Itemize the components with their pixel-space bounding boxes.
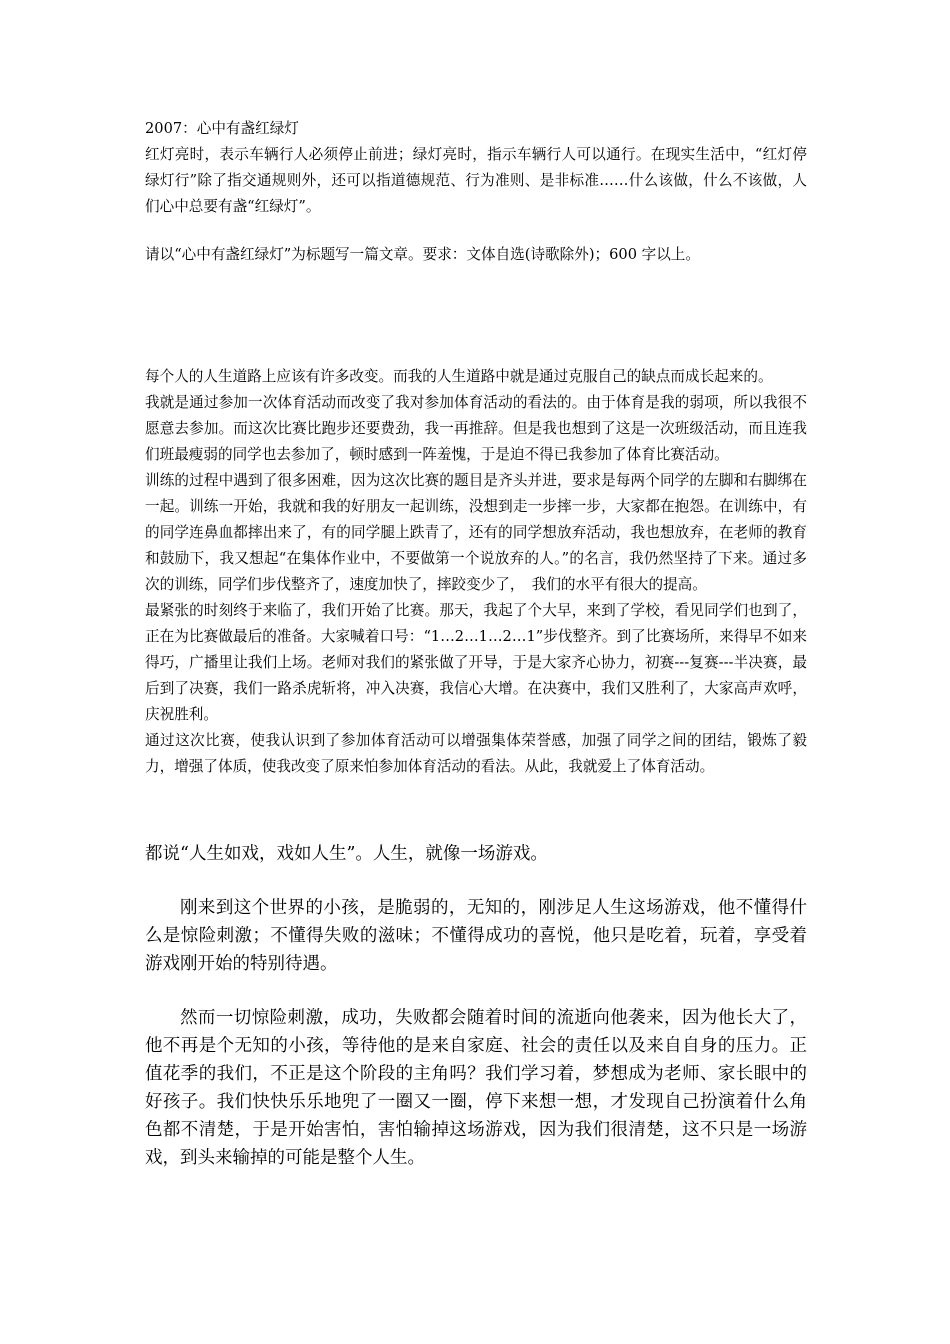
essay-two: [145, 840, 807, 1172]
essay1-paragraph: 训练的过程中遇到了很多困难，因为这次比赛的题目是齐头并进，要求是每两个同学的左脚和右脚绑在一起。训练一开始，我就和我的好朋友一起训练，没想到走一步摔一步，大家都在抱怨。在训练中，有的同学连鼻血都摔出来了，有的同学腿上跌青了，还有的同学想放弃活动，我也想放弃，在老师的教育和鼓励下，我又想起“在集体作业中，不要做第一个说放弃的人。”的名言，我仍然坚持了下来。通过多次的训练，同学们步伐整齐了，速度加快了，摔跤变少了， 我们的水平有很大的提高。: [145, 472, 807, 593]
essay1-paragraph: 通过这次比赛，使我认识到了参加体育活动可以增强集体荣誉感，加强了同学之间的团结，锻炼了毅力，增强了体质，使我改变了原来怕参加体育活动的看法。从此，我就爱上了体育活动。: [145, 732, 807, 775]
prompt-section: [145, 116, 807, 268]
essay1-paragraph: 每个人的人生道路上应该有许多改变。而我的人生道路中就是通过克服自己的缺点而成长起来的。: [145, 368, 773, 385]
prompt-heading: 2007：心中有盏红绿灯: [145, 120, 299, 137]
essay2-paragraph: 刚来到这个世界的小孩，是脆弱的，无知的，刚涉足人生这场游戏，他不懂得什么是惊险刺激；不懂得失败的滋味；不懂得成功的喜悦，他只是吃着，玩着，享受着游戏刚开始的特别待遇。: [145, 898, 807, 974]
essay2-paragraph: 然而一切惊险刺激，成功，失败都会随着时间的流逝向他袭来，因为他长大了，他不再是个无知的小孩，等待他的是来自家庭、社会的责任以及来自自身的压力。正值花季的我们，不正是这个阶段的主角吗？我们学习着，梦想成为老师、家长眼中的好孩子。我们快快乐乐地兜了一圈又一圈，停下来想一想，才发现自己扮演着什么角色都不清楚，于是开始害怕，害怕输掉这场游戏，因为我们很清楚，这不只是一场游戏，到头来输掉的可能是整个人生。: [145, 1008, 807, 1168]
essay1-paragraph: 最紧张的时刻终于来临了，我们开始了比赛。那天，我起了个大早，来到了学校，看见同学们也到了，正在为比赛做最后的准备。大家喊着口号：“1…2…1…2…1”步伐整齐。到了比赛场所，来得早不如来得巧，广播里让我们上场。老师对我们的紧张做了开导，于是大家齐心协力，初赛---复赛---半决赛，最后到了决赛，我们一路杀虎斩将，冲入决赛，我信心大增。在决赛中，我们又胜利了，大家高声欢呼，庆祝胜利。: [145, 602, 807, 723]
document-page: [145, 116, 807, 1172]
prompt-intro: 红灯亮时，表示车辆行人必须停止前进；绿灯亮时，指示车辆行人可以通行。在现实生活中，“红灯停绿灯行”除了指交通规则外，还可以指道德规范、行为准则、是非标准……什么该做，什么不该做，人们心中总要有盏“红绿灯”。: [145, 146, 807, 215]
essay2-opening: 都说“人生如戏，戏如人生”。人生，就像一场游戏。: [145, 844, 548, 864]
prompt-requirement: 请以“心中有盏红绿灯”为标题写一篇文章。要求：文体自选(诗歌除外)；600 字以上。: [145, 246, 700, 263]
essay-one: [145, 364, 807, 780]
essay1-paragraph: 我就是通过参加一次体育活动而改变了我对参加体育活动的看法的。由于体育是我的弱项，所以我很不愿意去参加。而这次比赛比跑步还要费劲，我一再推辞。但是我也想到了这是一次班级活动，而且连我们班最瘦弱的同学也去参加了，顿时感到一阵羞愧，于是迫不得已我参加了体育比赛活动。: [145, 394, 807, 463]
